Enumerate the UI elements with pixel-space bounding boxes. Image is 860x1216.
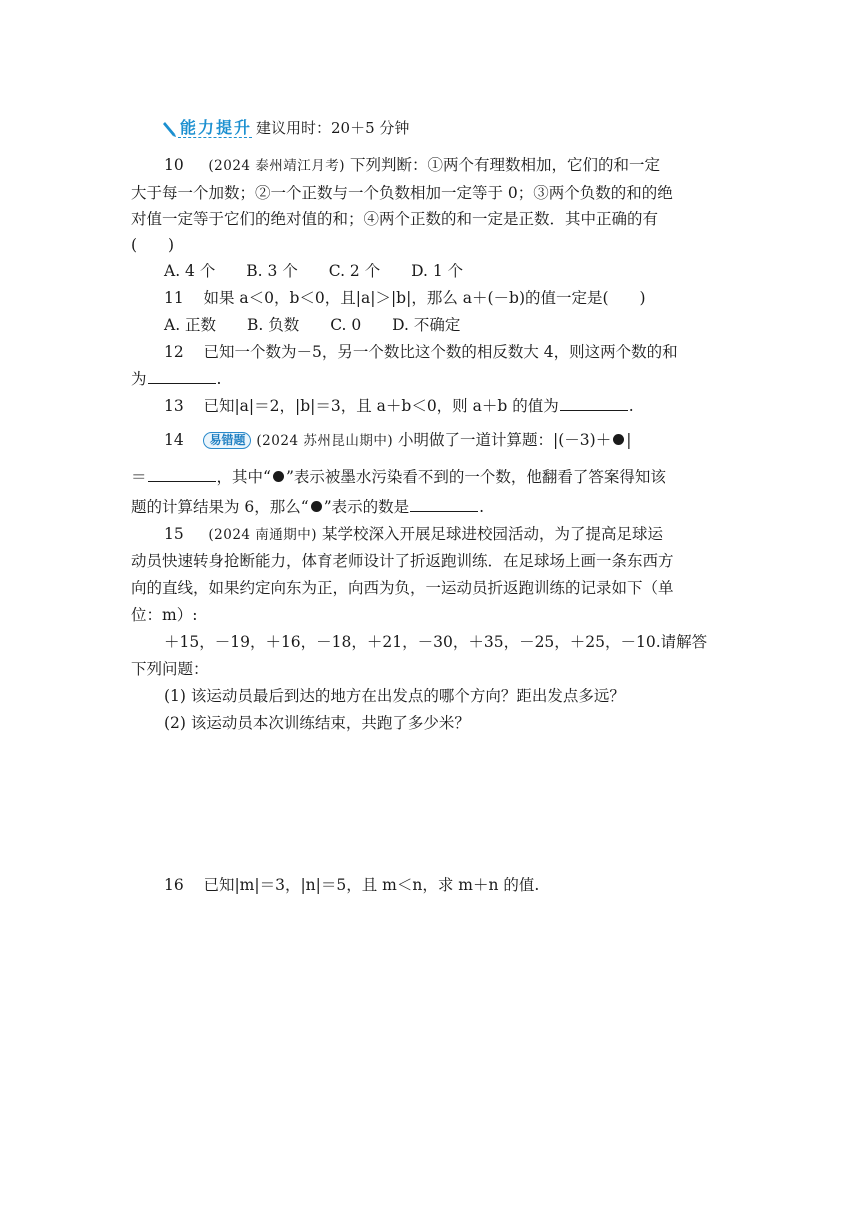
- q16-text: 已知|m|＝3，|n|＝5，且 m＜n，求 m＋n 的值.: [203, 876, 540, 894]
- q11-options: [164, 314, 486, 336]
- q15-line4: 位：m）:: [131, 606, 198, 624]
- q15-subquestion-1: (1) 该运动员最后到达的地方在出发点的哪个方向？距出发点多远？: [164, 687, 625, 705]
- q13-line: [164, 395, 634, 417]
- q15-records: ＋15，－19，＋16，－18，＋21，－30，＋35，－25，＋25，－10.请解答: [164, 633, 708, 651]
- q12-line2: [131, 368, 221, 390]
- q11-number: 11: [164, 289, 184, 307]
- q13-answer-blank[interactable]: [560, 395, 628, 411]
- q16-line: [164, 874, 539, 896]
- q12-text-1: 已知一个数为－5，另一个数比这个数的相反数大 4，则这两个数的和: [203, 343, 678, 361]
- q10-text-1: 下列判断：①两个有理数相加，它们的和一定: [350, 156, 661, 174]
- section-header: [162, 116, 409, 138]
- q10-line1: [164, 154, 660, 177]
- pencil-icon: [162, 120, 178, 138]
- q14-answer-blank-1[interactable]: [148, 466, 216, 482]
- q11-line: [164, 287, 646, 309]
- q14-source: (2024 苏州昆山期中): [256, 433, 394, 449]
- q14-text-1: 小明做了一道计算题：|(－3)＋: [398, 431, 612, 449]
- q15-line1: [164, 523, 663, 546]
- q15-number: 15: [164, 525, 184, 543]
- q11-option-d: D. 不确定: [392, 316, 461, 334]
- q14-period: .: [479, 498, 485, 516]
- q15-line3: 向的直线，如果约定向东为正，向西为负，一运动员折返跑训练的记录如下（单: [131, 579, 674, 597]
- q14-answer-blank-2[interactable]: [410, 496, 478, 512]
- q10-number: 10: [164, 156, 184, 174]
- q15-text-1: 某学校深入开展足球进校园活动，为了提高足球运: [322, 525, 664, 543]
- q14-number: 14: [164, 431, 184, 449]
- q12-text-2: 为: [131, 370, 147, 388]
- q13-number: 13: [164, 397, 184, 415]
- q11-option-a: A. 正数: [164, 316, 217, 334]
- q13-period: .: [628, 397, 634, 415]
- error-prone-tag: 易错题: [203, 432, 251, 449]
- q14-text-2a: ，其中“: [216, 468, 271, 486]
- q12-line1: [164, 341, 678, 363]
- ink-blot-icon: [613, 434, 624, 445]
- q15-line6: 下列问题：: [131, 660, 209, 678]
- suggested-time: 建议用时：20＋5 分钟: [256, 119, 410, 137]
- q15-subquestion-2: (2) 该运动员本次训练结束，共跑了多少米？: [164, 714, 470, 732]
- q10-source: (2024 泰州靖江月考): [208, 158, 346, 174]
- q11-option-c: C. 0: [330, 316, 362, 334]
- q14-line1: [164, 429, 631, 452]
- q12-answer-blank[interactable]: [148, 368, 216, 384]
- section-badge: 能力提升: [180, 118, 253, 137]
- ink-blot-icon: [273, 471, 284, 482]
- q12-number: 12: [164, 343, 184, 361]
- q16-number: 16: [164, 876, 184, 894]
- q14-text-3b: ”表示的数是: [323, 498, 410, 516]
- q11-text: 如果 a＜0，b＜0，且|a|＞|b|，那么 a＋(－b)的值一定是( ): [203, 289, 646, 307]
- q14-abs-bar: |: [626, 431, 632, 449]
- q14-line2: [131, 466, 666, 488]
- q14-equals: ＝: [131, 468, 147, 486]
- q14-line3: [131, 496, 484, 518]
- q10-option-c: C. 2 个: [328, 262, 381, 280]
- q11-option-b: B. 负数: [247, 316, 300, 334]
- q15-line2: 动员快速转身抢断能力，体育老师设计了折返跑训练．在足球场上画一条东西方: [131, 552, 674, 570]
- q10-line3: 对值一定等于它们的绝对值的和；④两个正数的和一定是正数．其中正确的有: [131, 210, 659, 228]
- q14-text-2b: ”表示被墨水污染看不到的一个数，他翻看了答案得知该: [285, 468, 666, 486]
- q10-option-d: D. 1 个: [411, 262, 464, 280]
- q12-period: .: [216, 370, 222, 388]
- q10-line4: ( ): [131, 236, 175, 254]
- q14-text-3a: 题的计算结果为 6，那么“: [131, 498, 309, 516]
- q10-options: [164, 260, 489, 282]
- q10-option-a: A. 4 个: [164, 262, 216, 280]
- q13-text: 已知|a|＝2，|b|＝3，且 a＋b＜0，则 a＋b 的值为: [203, 397, 559, 415]
- ink-blot-icon: [311, 501, 322, 512]
- q15-source: (2024 南通期中): [208, 527, 318, 543]
- q10-option-b: B. 3 个: [246, 262, 298, 280]
- q10-line2: 大于每一个加数；②一个正数与一个负数相加一定等于 0；③两个负数的和的绝: [131, 184, 673, 202]
